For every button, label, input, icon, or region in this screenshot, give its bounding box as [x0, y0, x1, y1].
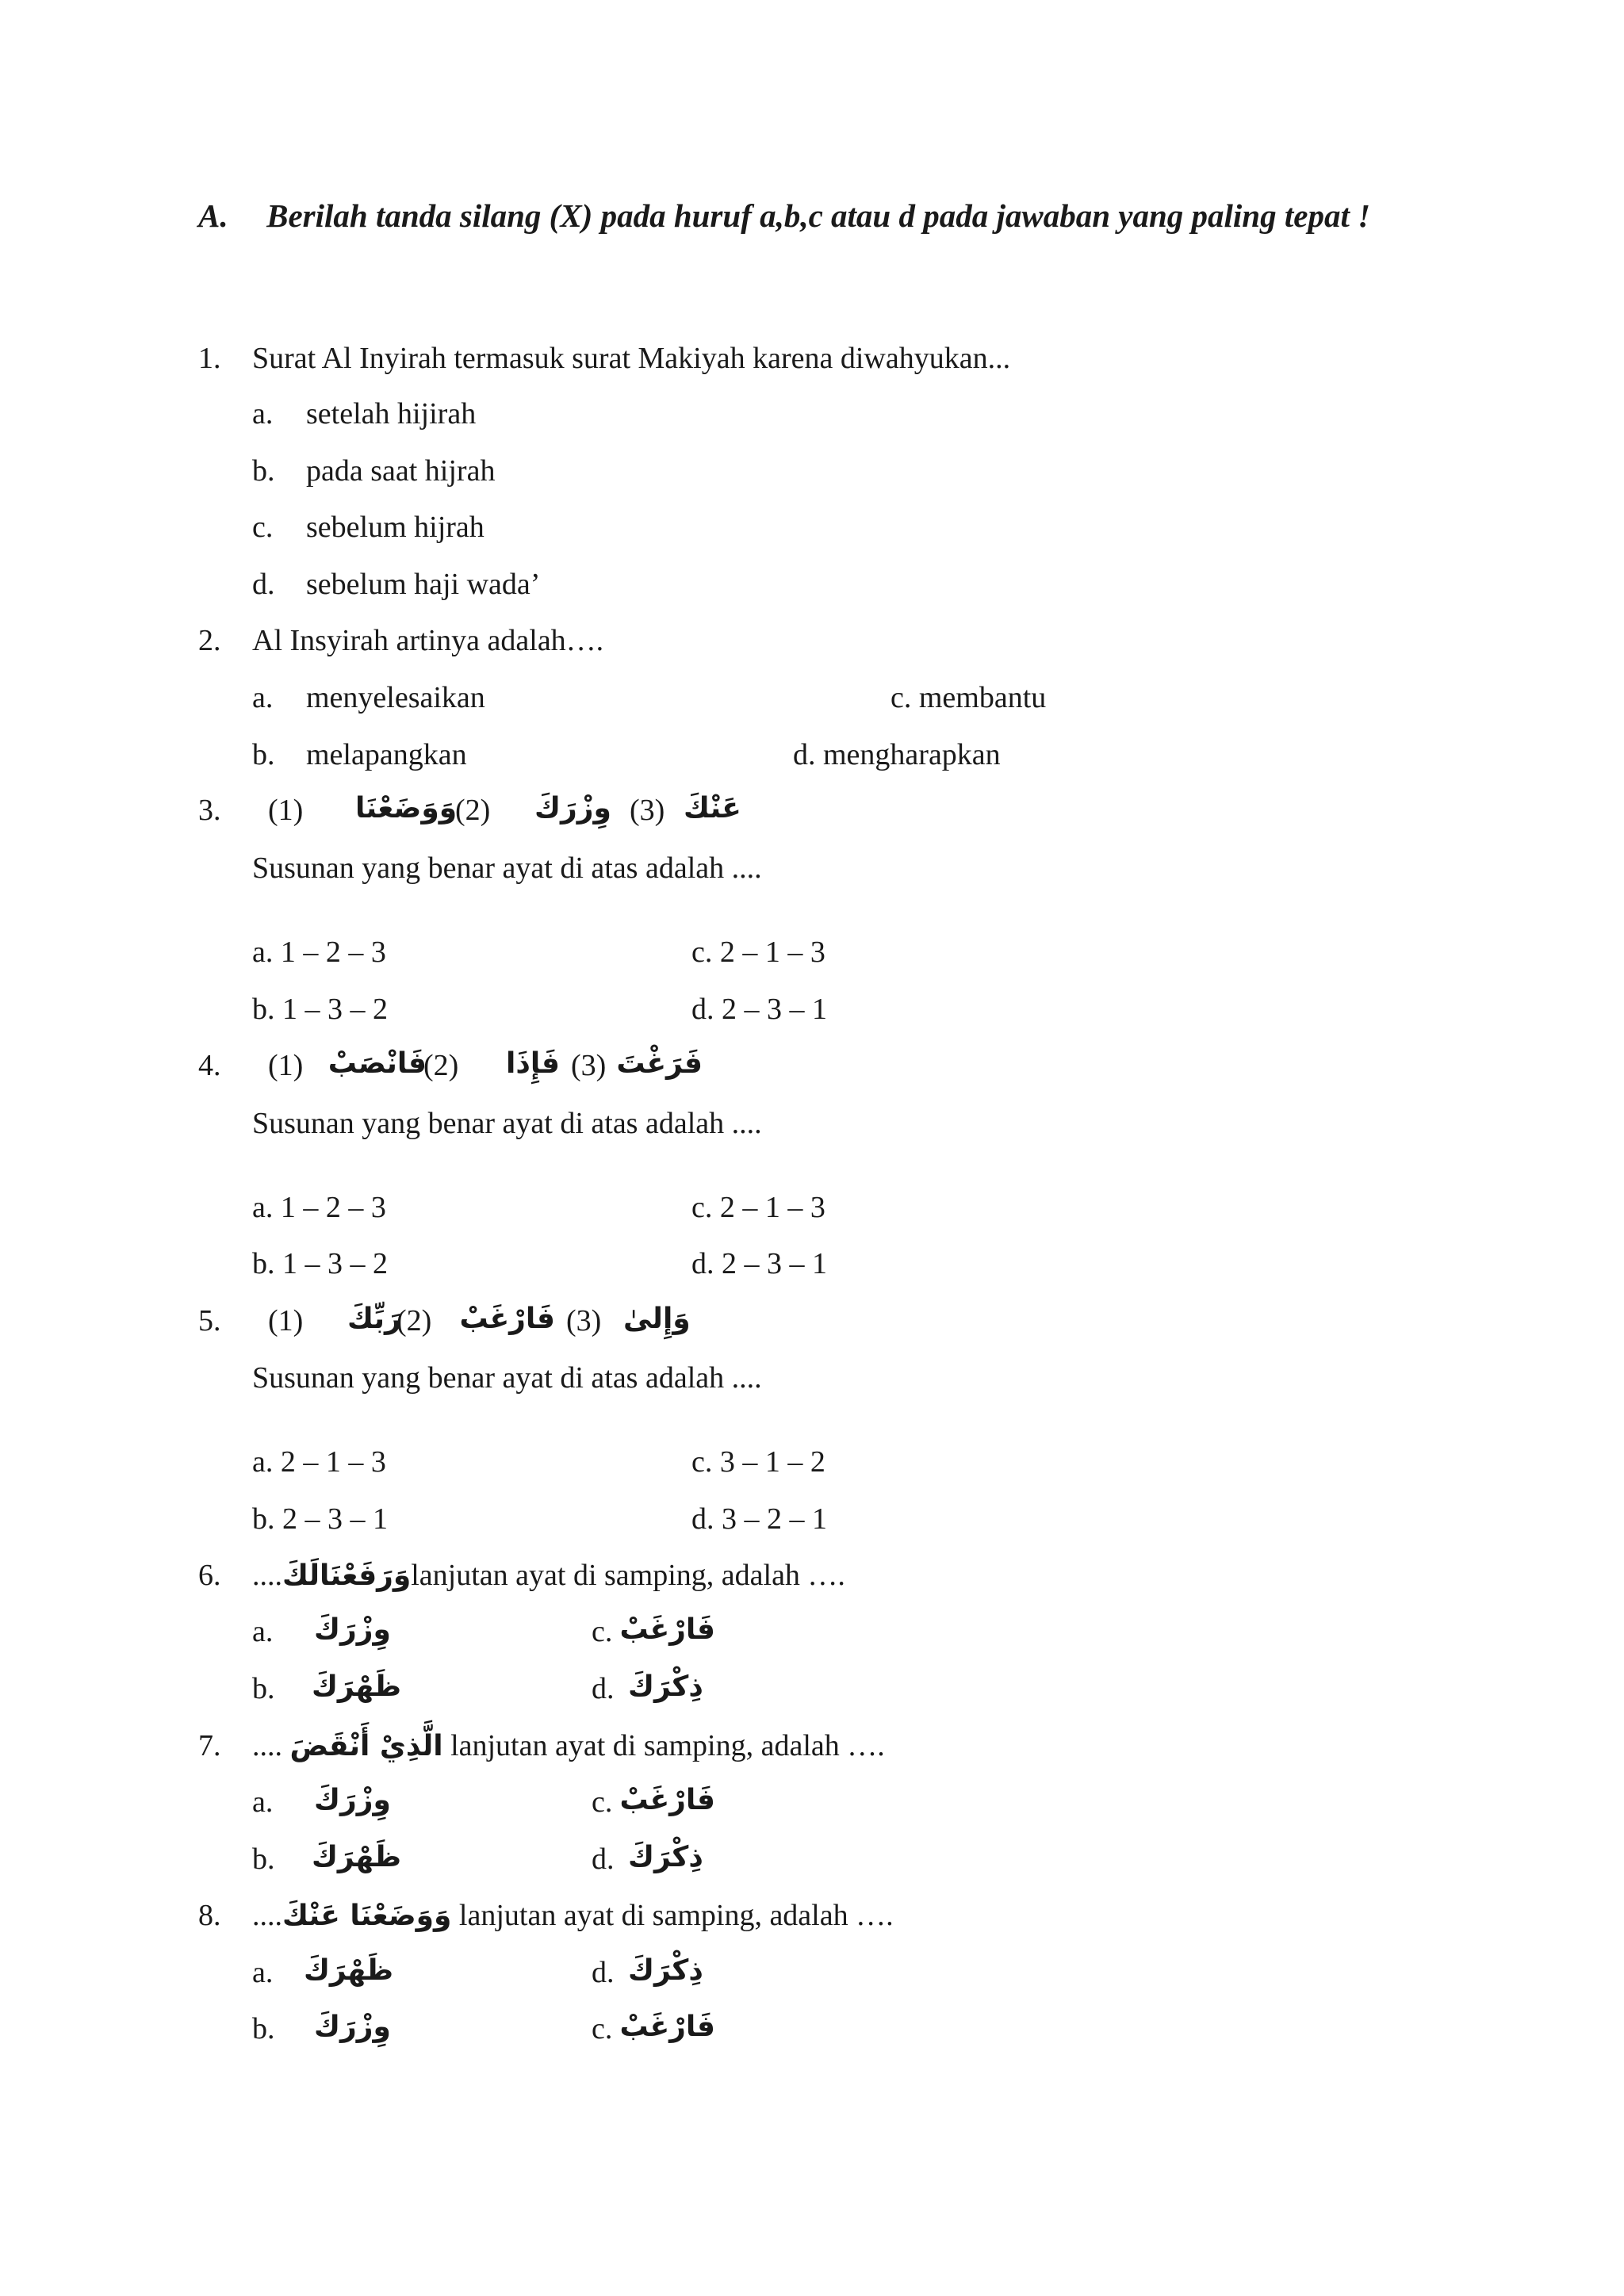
q1-option-a-label: a. [252, 397, 274, 430]
q4-option-a: a. 1 – 2 – 3 [252, 1191, 386, 1224]
q5-arabic-1: رَبِّكَ [347, 1303, 401, 1335]
q6-option-c-label: c. [592, 1615, 613, 1648]
q3-prompt: Susunan yang benar ayat di atas adalah .... [252, 851, 762, 885]
section-heading [198, 195, 1370, 236]
q3-arabic-2: وِزْرَكَ [534, 792, 611, 825]
q2-option-d: d. mengharapkan [793, 738, 1001, 771]
question-1-text: Surat Al Inyirah termasuk surat Makiyah karena diwahyukan... [252, 342, 1011, 375]
question-6-number: 6. [198, 1559, 221, 1592]
q6-option-b-label: b. [252, 1672, 275, 1705]
q4-label-2: (2) [423, 1049, 459, 1082]
q6-option-b-arabic: ظَهْرَكَ [311, 1670, 401, 1703]
q7-option-b-label: b. [252, 1843, 275, 1876]
q1-option-a-text: setelah hijirah [306, 397, 477, 430]
section-instruction: Berilah tanda silang (X) pada huruf a,b,c atau d pada jawaban yang paling tepat ! [266, 197, 1371, 234]
question-1-number: 1. [198, 342, 221, 375]
q4-arabic-2: فَإِذَا [506, 1047, 560, 1080]
q8-text: lanjutan ayat di samping, adalah …. [458, 1899, 894, 1932]
q8-arabic-phrase: وَوَضَعْنَا عَنْكَ [282, 1900, 452, 1932]
q3-option-a: a. 1 – 2 – 3 [252, 936, 386, 969]
q8-option-d-label: d. [592, 1956, 615, 1989]
q1-option-b-text: pada saat hijrah [306, 454, 496, 488]
q7-option-c-arabic: فَارْغَبْ [619, 1784, 715, 1816]
q8-option-b-arabic: وِزْرَكَ [314, 2011, 391, 2043]
q4-label-3: (3) [571, 1049, 607, 1082]
question-3-number: 3. [198, 794, 221, 827]
q5-arabic-2: فَارْغَبْ [459, 1303, 555, 1335]
q7-option-c-label: c. [592, 1785, 613, 1819]
q6-option-d-arabic: ذِكْرَكَ [628, 1670, 703, 1703]
q7-option-d-arabic: ذِكْرَكَ [628, 1841, 703, 1873]
q4-label-1: (1) [268, 1049, 304, 1082]
question-4-number: 4. [198, 1049, 221, 1082]
q3-option-c: c. 2 – 1 – 3 [691, 936, 825, 969]
q4-arabic-1: فَانْصَبْ [327, 1047, 427, 1080]
q6-option-a-label: a. [252, 1615, 274, 1648]
q6-option-c-arabic: فَارْغَبْ [619, 1613, 715, 1646]
q7-dots: .... [252, 1729, 282, 1762]
q7-option-b-arabic: ظَهْرَكَ [311, 1841, 401, 1873]
q8-option-c-arabic: فَارْغَبْ [619, 2011, 715, 2043]
q1-option-d-label: d. [252, 568, 275, 601]
q3-option-b: b. 1 – 3 – 2 [252, 993, 388, 1026]
q5-option-d: d. 3 – 2 – 1 [691, 1502, 827, 1536]
q2-option-b-label: b. [252, 738, 275, 771]
q5-arabic-3: وَإِلىٰ [623, 1303, 691, 1335]
q6-line [252, 1556, 845, 1595]
q3-arabic-3: عَنْكَ [684, 792, 741, 825]
q5-prompt: Susunan yang benar ayat di atas adalah .... [252, 1361, 762, 1395]
q7-option-a-label: a. [252, 1785, 274, 1819]
q4-option-b: b. 1 – 3 – 2 [252, 1247, 388, 1280]
q1-option-d-text: sebelum haji wada’ [306, 568, 541, 601]
question-8-number: 8. [198, 1899, 221, 1932]
q6-option-a-arabic: وِزْرَكَ [314, 1613, 391, 1646]
q2-option-a-label: a. [252, 681, 274, 714]
q5-label-2: (2) [396, 1304, 432, 1337]
q8-option-a-arabic: ظَهْرَكَ [303, 1954, 393, 1987]
q7-option-a-arabic: وِزْرَكَ [314, 1784, 391, 1816]
q8-option-a-label: a. [252, 1956, 274, 1989]
q4-prompt: Susunan yang benar ayat di atas adalah .... [252, 1107, 762, 1140]
q7-option-d-label: d. [592, 1843, 615, 1876]
q2-option-b-text: melapangkan [306, 738, 467, 771]
q3-label-3: (3) [630, 794, 665, 827]
q1-option-c-label: c. [252, 511, 274, 544]
q6-dots: .... [252, 1559, 282, 1592]
q5-label-1: (1) [268, 1304, 304, 1337]
question-7-number: 7. [198, 1729, 221, 1762]
q6-arabic-phrase: وَرَفَعْنَالَكَ [282, 1559, 412, 1592]
q5-option-b: b. 2 – 3 – 1 [252, 1502, 388, 1536]
q2-option-c: c. membantu [891, 681, 1047, 714]
q5-option-a: a. 2 – 1 – 3 [252, 1445, 386, 1479]
q8-dots: .... [252, 1899, 282, 1932]
section-letter: A. [198, 197, 228, 234]
q7-arabic-phrase: الَّذِيْ أَنْقَضَ [289, 1730, 443, 1762]
q3-label-1: (1) [268, 794, 304, 827]
question-2-number: 2. [198, 624, 221, 657]
q8-line [252, 1896, 894, 1935]
q8-option-b-label: b. [252, 2012, 275, 2045]
q8-option-d-arabic: ذِكْرَكَ [628, 1954, 703, 1987]
q8-option-c-label: c. [592, 2012, 613, 2045]
q6-option-d-label: d. [592, 1672, 615, 1705]
q6-text: lanjutan ayat di samping, adalah …. [411, 1559, 845, 1592]
q5-label-3: (3) [566, 1304, 602, 1337]
q4-option-c: c. 2 – 1 – 3 [691, 1191, 825, 1224]
question-5-number: 5. [198, 1304, 221, 1337]
q3-option-d: d. 2 – 3 – 1 [691, 993, 827, 1026]
q4-option-d: d. 2 – 3 – 1 [691, 1247, 827, 1280]
q5-option-c: c. 3 – 1 – 2 [691, 1445, 825, 1479]
q1-option-c-text: sebelum hijrah [306, 511, 485, 544]
q1-option-b-label: b. [252, 454, 275, 488]
q3-arabic-1: وَوَضَعْنَا [355, 792, 458, 825]
q7-text: lanjutan ayat di samping, adalah …. [450, 1729, 885, 1762]
q3-label-2: (2) [455, 794, 491, 827]
q2-option-a-text: menyelesaikan [306, 681, 485, 714]
q4-arabic-3: فَرَغْتَ [616, 1047, 703, 1080]
question-2-text: Al Insyirah artinya adalah…. [252, 624, 604, 657]
q7-line [252, 1727, 885, 1766]
